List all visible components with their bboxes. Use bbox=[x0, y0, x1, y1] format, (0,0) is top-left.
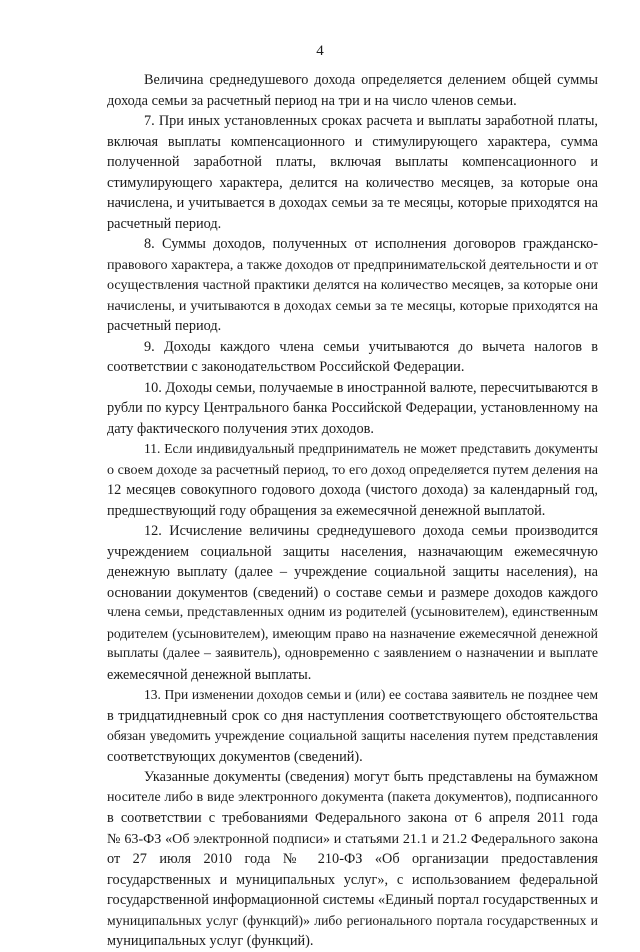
text-line: 13. При изменении доходов семьи и (или) ее состава заявитель не позднее чем bbox=[144, 687, 598, 702]
text-line: осуществления частной практики делятся на количество месяцев, за которые они bbox=[107, 277, 598, 293]
text-line: рубли по курсу Центрального банка Российской Федерации, установленному на bbox=[107, 400, 598, 416]
paragraph bbox=[107, 111, 598, 234]
text-line: денежную выплату (далее – учреждение социальной защиты населения), на bbox=[107, 564, 598, 580]
text-line: 12 месяцев совокупного годового дохода (чистого дохода) за календарный год, bbox=[107, 482, 598, 498]
text-line: соответствующих документов (сведений). bbox=[107, 748, 363, 765]
paragraph bbox=[107, 70, 598, 111]
paragraph bbox=[107, 767, 598, 952]
text-line: 9. Доходы каждого члена семьи учитываются до вычета налогов в bbox=[144, 338, 598, 355]
text-line: Указанные документы (сведения) могут быть представлены на бумажном bbox=[144, 769, 598, 785]
text-line: расчетный период. bbox=[107, 215, 222, 232]
text-line: государственной информационной системы «Единый портал государственных и bbox=[107, 892, 598, 908]
text-line: родителем (усыновителем), имеющим право на назначение ежемесячной денежной bbox=[107, 625, 598, 641]
text-line: 12. Исчисление величины среднедушевого дохода семьи производится bbox=[144, 523, 598, 539]
text-line: начислены, и учитываются в доходах семьи за те месяцы, которые приходятся на bbox=[107, 297, 598, 314]
paragraph bbox=[107, 337, 598, 378]
text-line: 8. Суммы доходов, полученных от исполнения договоров гражданско- bbox=[144, 236, 598, 252]
text-line: учреждением социальной защиты населения, назначающим ежемесячную bbox=[107, 543, 598, 560]
text-line: Величина среднедушевого дохода определяется делением общей суммы bbox=[144, 72, 598, 88]
text-line: члена семьи, представленных одним из родителей (усыновителем), единственным bbox=[107, 605, 598, 620]
page-number: 4 bbox=[316, 43, 324, 59]
document-body bbox=[107, 70, 598, 952]
text-line: обязан уведомить учреждение социальной защиты населения путем представления bbox=[107, 728, 598, 743]
paragraph bbox=[107, 439, 598, 521]
text-line: ежемесячной денежной выплаты. bbox=[107, 666, 312, 683]
text-line: основании документов (сведений) о составе семьи и размере доходов каждого bbox=[107, 584, 598, 601]
text-line: муниципальных услуг (функций). bbox=[107, 933, 314, 949]
text-line: дохода семьи за расчетный период на три и на число членов семьи. bbox=[107, 92, 517, 109]
text-line: 10. Доходы семьи, получаемые в иностранной валюте, пересчитываются в bbox=[144, 379, 598, 396]
text-line: соответствии с законодательством Российской Федерации. bbox=[107, 359, 465, 375]
text-line: носителе либо в виде электронного документа (пакета документов), подписанного bbox=[107, 789, 598, 805]
text-line: о своем доходе за расчетный период, то его доход определяется путем деления на bbox=[107, 461, 598, 478]
text-line: стимулирующего характера, делится на количество месяцев, за которые она bbox=[107, 174, 598, 191]
text-line: полученной заработной платы, включая выплаты компенсационного и bbox=[107, 154, 598, 170]
text-line: муниципальных услуг (функций)» либо регионального портала государственных и bbox=[107, 912, 598, 928]
text-line: № 63-ФЗ «Об электронной подписи» и статьями 21.1 и 21.2 Федерального закона bbox=[107, 830, 598, 847]
text-line: 7. При иных установленных сроках расчета и выплаты заработной платы, bbox=[144, 113, 598, 129]
text-line: от 27 июля 2010 года № 210-ФЗ «Об организации предоставления bbox=[107, 851, 598, 867]
text-line: правового характера, а также доходов от предпринимательской деятельности и от bbox=[107, 256, 598, 273]
text-line: дату фактического получения этих доходов. bbox=[107, 420, 374, 437]
text-line: государственных и муниципальных услуг», с использованием федеральной bbox=[107, 871, 598, 888]
paragraph bbox=[107, 378, 598, 440]
paragraph bbox=[107, 521, 598, 685]
text-line: начислена, и учитывается в доходах семьи за те месяцы, которые приходятся на bbox=[107, 195, 598, 211]
text-line: расчетный период. bbox=[107, 318, 222, 334]
text-line: в соответствии с требованиями Федерального закона от 6 апреля 2011 года bbox=[107, 810, 598, 826]
text-line: включая выплаты компенсационного и стимулирующего характера, сумма bbox=[107, 133, 598, 150]
text-line: 11. Если индивидуальный предприниматель не может представить документы bbox=[144, 441, 598, 456]
paragraph bbox=[107, 685, 598, 767]
text-line: в тридцатидневный срок со дня наступления соответствующего обстоятельства bbox=[107, 707, 598, 724]
paragraph bbox=[107, 234, 598, 337]
text-line: выплаты (далее – заявитель), одновременно с заявлением о назначении и выплате bbox=[107, 646, 598, 661]
text-line: предшествующий году обращения за ежемесячной денежной выплатой. bbox=[107, 502, 546, 519]
